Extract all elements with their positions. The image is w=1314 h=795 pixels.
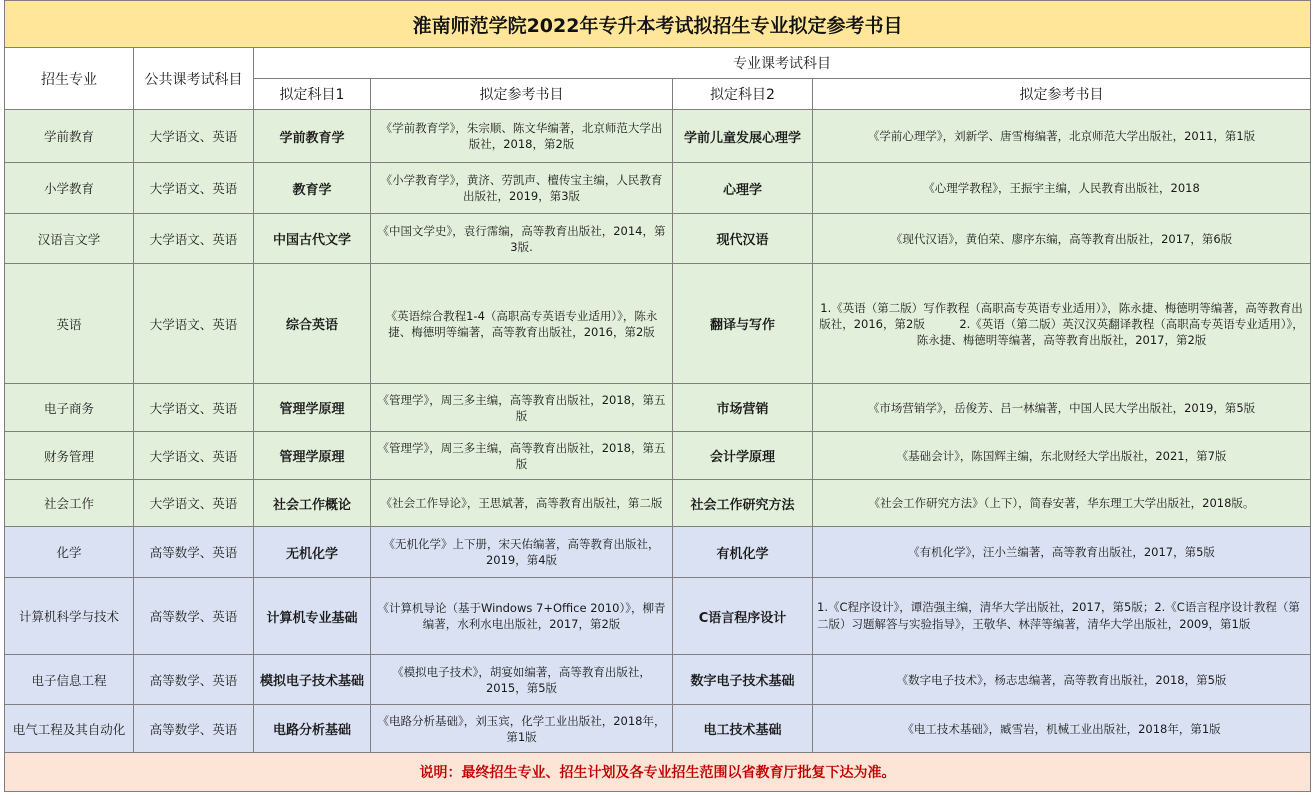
cell-subject2: 市场营销 (673, 384, 813, 432)
table-row (5, 578, 1311, 655)
header-subject2: 拟定科目2 (673, 79, 813, 110)
cell-book1: 《电路分析基础》，刘玉宾，化学工业出版社，2018年，第1版 (371, 705, 673, 753)
table-row (5, 163, 1311, 214)
header-professional: 专业课考试科目 (254, 48, 1311, 79)
cell-subject2: 有机化学 (673, 527, 813, 578)
cell-subject1: 计算机专业基础 (254, 578, 371, 655)
cell-subject2: 会计学原理 (673, 432, 813, 480)
cell-book1: 《模拟电子技术》，胡宴如编著，高等教育出版社，2015，第5版 (371, 655, 673, 705)
cell-public: 大学语文、英语 (134, 480, 254, 527)
header-book1: 拟定参考书目 (371, 79, 673, 110)
cell-major: 学前教育 (5, 110, 134, 163)
cell-book1: 《无机化学》上下册，宋天佑编著，高等教育出版社，2019，第4版 (371, 527, 673, 578)
cell-subject1: 教育学 (254, 163, 371, 214)
cell-subject1: 无机化学 (254, 527, 371, 578)
cell-public: 大学语文、英语 (134, 214, 254, 264)
cell-subject2: 心理学 (673, 163, 813, 214)
table-row (5, 705, 1311, 753)
cell-subject1: 管理学原理 (254, 384, 371, 432)
cell-subject1: 学前教育学 (254, 110, 371, 163)
header-public: 公共课考试科目 (134, 48, 254, 110)
cell-public: 高等数学、英语 (134, 578, 254, 655)
cell-book1: 《计算机导论（基于Windows 7+Office 2010）》，柳青编著，水利水电出版社，2017，第2版 (371, 578, 673, 655)
cell-public: 大学语文、英语 (134, 264, 254, 384)
cell-book1: 《英语综合教程1-4（高职高专英语专业适用）》，陈永捷、梅德明等编著，高等教育出版社，2016，第2版 (371, 264, 673, 384)
cell-major: 财务管理 (5, 432, 134, 480)
cell-public: 高等数学、英语 (134, 655, 254, 705)
cell-subject1: 社会工作概论 (254, 480, 371, 527)
cell-subject2: 数字电子技术基础 (673, 655, 813, 705)
table-row (5, 384, 1311, 432)
cell-subject1: 模拟电子技术基础 (254, 655, 371, 705)
cell-major: 计算机科学与技术 (5, 578, 134, 655)
cell-book1: 《管理学》，周三多主编，高等教育出版社，2018，第五版 (371, 384, 673, 432)
book-list-table (4, 0, 1311, 792)
cell-book1: 《学前教育学》，朱宗顺、陈文华编著，北京师范大学出版社，2018，第2版 (371, 110, 673, 163)
cell-book1: 《中国文学史》，袁行霈编，高等教育出版社，2014，第3版. (371, 214, 673, 264)
cell-major: 小学教育 (5, 163, 134, 214)
cell-major: 化学 (5, 527, 134, 578)
cell-book1: 《社会工作导论》，王思斌著，高等教育出版社，第二版 (371, 480, 673, 527)
cell-major: 电气工程及其自动化 (5, 705, 134, 753)
cell-book2: 《电工技术基础》，臧雪岩，机械工业出版社，2018年，第1版 (813, 705, 1311, 753)
cell-book2: 《数字电子技术》，杨志忠编著，高等教育出版社，2018，第5版 (813, 655, 1311, 705)
cell-subject1: 管理学原理 (254, 432, 371, 480)
header-book2: 拟定参考书目 (813, 79, 1311, 110)
cell-book2: 《现代汉语》，黄伯荣、廖序东编，高等教育出版社，2017，第6版 (813, 214, 1311, 264)
table-row (5, 110, 1311, 163)
cell-public: 大学语文、英语 (134, 432, 254, 480)
cell-book1: 《小学教育学》，黄济、劳凯声、檀传宝主编，人民教育出版社，2019，第3版 (371, 163, 673, 214)
cell-major: 英语 (5, 264, 134, 384)
cell-major: 汉语言文学 (5, 214, 134, 264)
cell-public: 高等数学、英语 (134, 705, 254, 753)
table-row (5, 480, 1311, 527)
cell-book1: 《管理学》，周三多主编，高等教育出版社，2018，第五版 (371, 432, 673, 480)
cell-subject2: 现代汉语 (673, 214, 813, 264)
cell-book2: 《心理学教程》，王振宇主编，人民教育出版社，2018 (813, 163, 1311, 214)
cell-book2: 《学前心理学》，刘新学、唐雪梅编著，北京师范大学出版社，2011，第1版 (813, 110, 1311, 163)
cell-book2: 《有机化学》，汪小兰编著，高等教育出版社，2017，第5版 (813, 527, 1311, 578)
cell-major: 电子商务 (5, 384, 134, 432)
footnote: 说明：最终招生专业、招生计划及各专业招生范围以省教育厅批复下达为准。 (5, 753, 1311, 792)
cell-subject1: 中国古代文学 (254, 214, 371, 264)
table-row (5, 655, 1311, 705)
cell-book2: 1.《C程序设计》，谭浩强主编，清华大学出版社，2017，第5版；2.《C语言程序设计教程（第二版）习题解答与实验指导》，王敬华、林萍等编著，清华大学出版社，2009，第1版 (813, 578, 1311, 655)
cell-book2: 《社会工作研究方法》（上下），简春安著，华东理工大学出版社，2018版。 (813, 480, 1311, 527)
cell-subject2: 翻译与写作 (673, 264, 813, 384)
header-subject1: 拟定科目1 (254, 79, 371, 110)
cell-major: 社会工作 (5, 480, 134, 527)
cell-subject1: 综合英语 (254, 264, 371, 384)
table-row (5, 214, 1311, 264)
cell-book2: 《市场营销学》，岳俊芳、吕一林编著，中国人民大学出版社，2019，第5版 (813, 384, 1311, 432)
table-row (5, 432, 1311, 480)
cell-book2: 1.《英语（第二版）写作教程（高职高专英语专业适用）》，陈永捷、梅德明等编著，高等教育出版社，2016，第2版 2.《英语（第二版）英汉汉英翻译教程（高职高专英语专业适用）》，陈永捷、梅德明等编著，高等教育出版社，2017，第2版 (813, 264, 1311, 384)
cell-subject2: 电工技术基础 (673, 705, 813, 753)
table-row (5, 527, 1311, 578)
page-title: 淮南师范学院2022年专升本考试拟招生专业拟定参考书目 (5, 1, 1311, 48)
cell-book2: 《基础会计》，陈国辉主编，东北财经大学出版社，2021，第7版 (813, 432, 1311, 480)
cell-subject2: 社会工作研究方法 (673, 480, 813, 527)
cell-subject2: 学前儿童发展心理学 (673, 110, 813, 163)
cell-public: 大学语文、英语 (134, 163, 254, 214)
cell-subject2: C语言程序设计 (673, 578, 813, 655)
cell-public: 高等数学、英语 (134, 527, 254, 578)
cell-major: 电子信息工程 (5, 655, 134, 705)
cell-public: 大学语文、英语 (134, 110, 254, 163)
spreadsheet (4, 0, 1310, 792)
cell-subject1: 电路分析基础 (254, 705, 371, 753)
cell-public: 大学语文、英语 (134, 384, 254, 432)
header-major: 招生专业 (5, 48, 134, 110)
table-row (5, 264, 1311, 384)
